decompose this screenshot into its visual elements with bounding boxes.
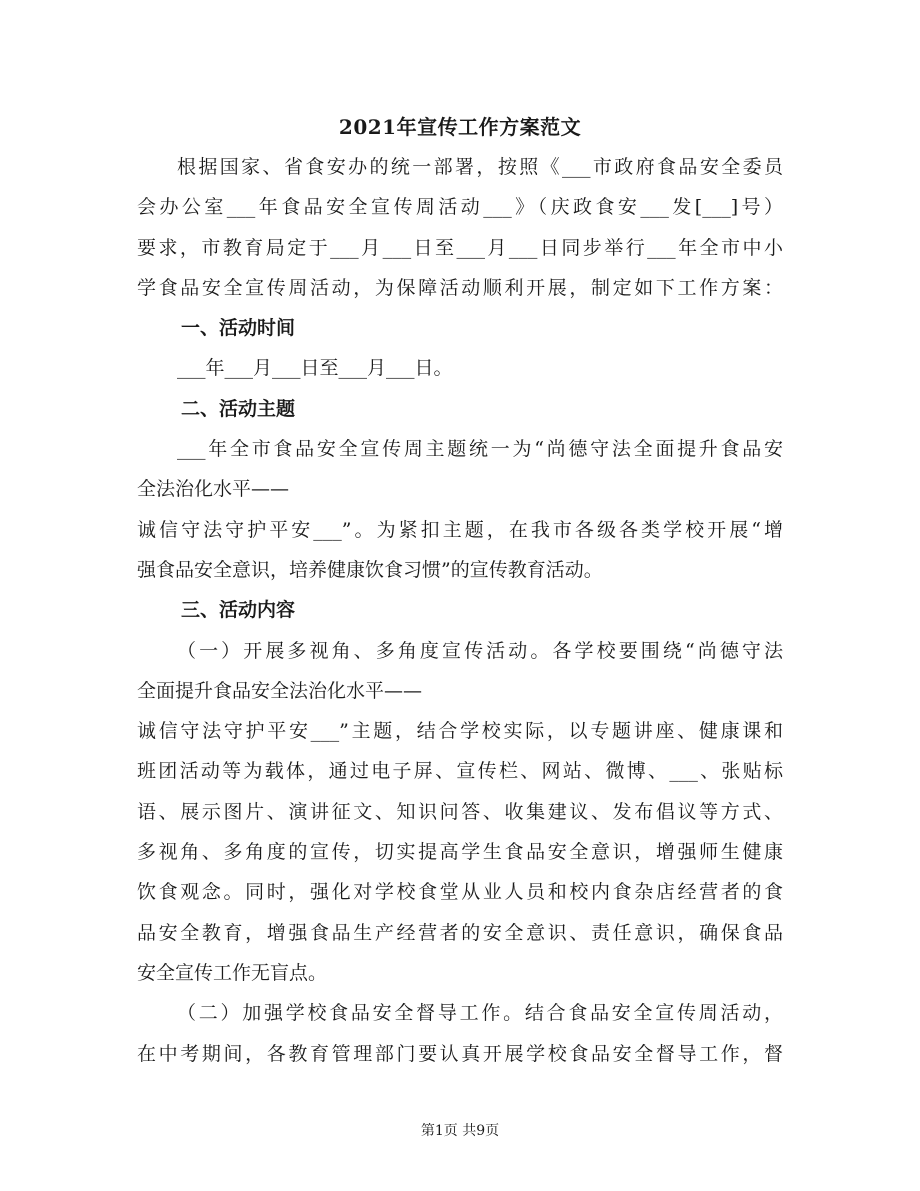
paragraph-line: 品安全教育，增强食品生产经营者的安全意识、责任意识，确保食品 [137, 921, 783, 944]
paragraph-line: 诚信守法守护平安___”主题，结合学校实际，以专题讲座、健康课和 [137, 720, 783, 743]
paragraph-line: 全法治化水平—— [137, 478, 290, 501]
document-title: 2021年宣传工作方案范文 [338, 115, 582, 139]
paragraph-line: 会办公室___年食品安全宣传周活动___》（庆政食安___发[___]号） [137, 196, 783, 219]
section-heading: 一、活动时间 [181, 317, 296, 340]
paragraph-line: （二）加强学校食品安全督导工作。结合食品安全宣传周活动， [177, 1002, 783, 1025]
paragraph-line: 要求，市教育局定于___月___日至___月___日同步举行___年全市中小 [137, 236, 783, 259]
paragraph-line: ___年全市食品安全宣传周主题统一为“尚德守法全面提升食品安 [177, 438, 783, 461]
document-body [137, 147, 783, 1074]
paragraph-line: （一）开展多视角、多角度宣传活动。各学校要围绕“尚德守法 [177, 639, 783, 662]
paragraph-line: 强食品安全意识，培养健康饮食习惯”的宣传教育活动。 [137, 558, 603, 581]
paragraph-line: 班团活动等为载体，通过电子屏、宣传栏、网站、微博、___、张贴标 [137, 760, 783, 783]
page-number-footer: 第1页 共9页 [420, 1123, 500, 1139]
paragraph-line: 全面提升食品安全法治化水平—— [137, 679, 423, 702]
section-heading: 三、活动内容 [181, 599, 296, 622]
paragraph-line: 学食品安全宣传周活动，为保障活动顺利开展，制定如下工作方案： [137, 276, 783, 299]
paragraph-line: 语、展示图片、演讲征文、知识问答、收集建议、发布倡议等方式、 [137, 800, 783, 823]
paragraph-line: 在中考期间，各教育管理部门要认真开展学校食品安全督导工作，督 [137, 1042, 783, 1065]
section-heading: 二、活动主题 [181, 397, 296, 420]
paragraph-line: 根据国家、省食安办的统一部署，按照《___市政府食品安全委员 [177, 156, 783, 178]
paragraph-line: 诚信守法守护平安___”。为紧扣主题，在我市各级各类学校开展“增 [137, 518, 783, 541]
paragraph-line: ___年___月___日至___月___日。 [177, 357, 453, 380]
paragraph-line: 安全宣传工作无盲点。 [137, 961, 328, 984]
paragraph-line: 饮食观念。同时，强化对学校食堂从业人员和校内食杂店经营者的食 [137, 881, 783, 904]
paragraph-line: 多视角、多角度的宣传，切实提高学生食品安全意识，增强师生健康 [137, 841, 783, 864]
